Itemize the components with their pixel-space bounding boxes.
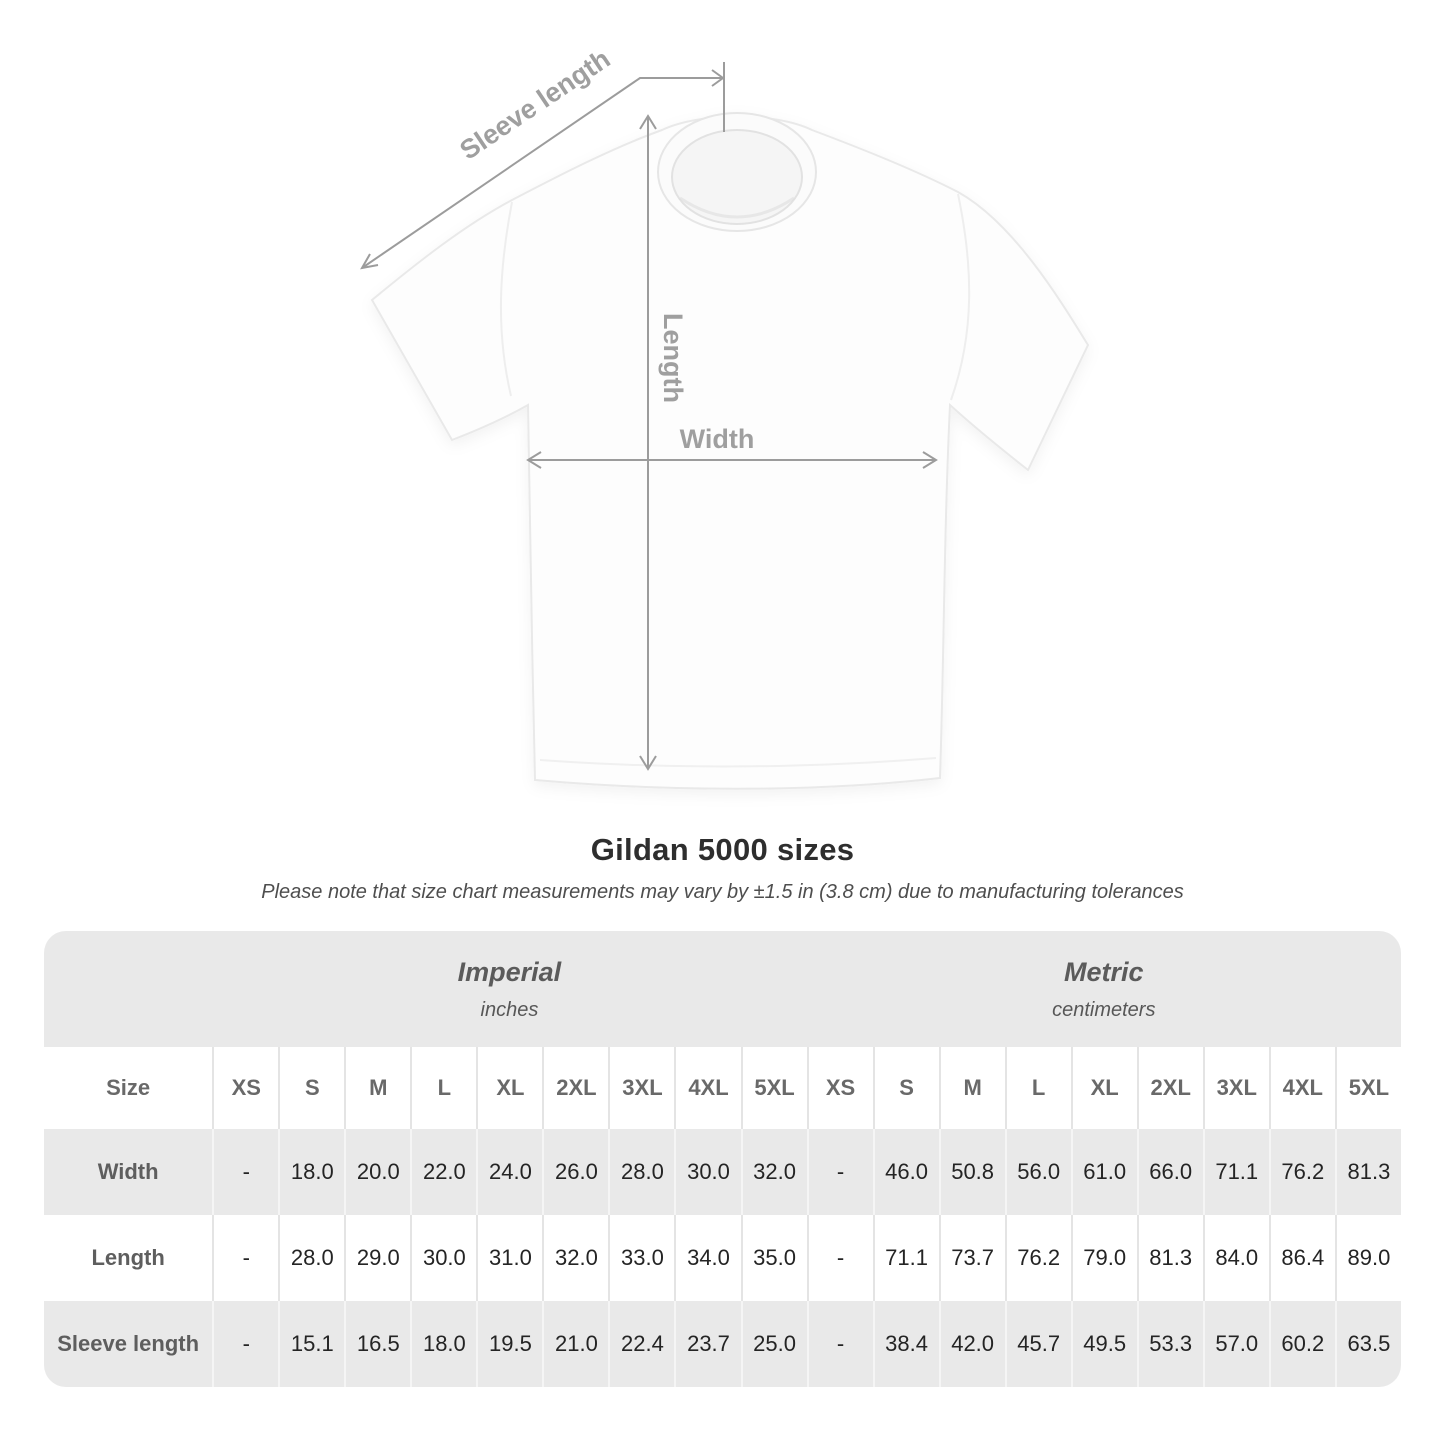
table-row-length	[44, 1215, 1401, 1301]
unit-group-header-row	[44, 931, 1401, 1047]
size-col-header: XL	[1071, 1047, 1137, 1129]
size-col-header: 4XL	[1269, 1047, 1335, 1129]
size-col-header: 3XL	[608, 1047, 674, 1129]
size-value-cell: 21.0	[542, 1301, 608, 1387]
row-label: Sleeve length	[44, 1301, 212, 1387]
size-value-cell: -	[807, 1215, 873, 1301]
size-col-header: 2XL	[1137, 1047, 1203, 1129]
size-value-cell: 71.1	[1203, 1129, 1269, 1215]
size-value-cell: 29.0	[344, 1215, 410, 1301]
size-value-cell: 81.3	[1137, 1215, 1203, 1301]
metric-group-header	[807, 931, 1401, 1047]
width-label: Width	[679, 424, 755, 454]
size-value-cell: 61.0	[1071, 1129, 1137, 1215]
size-col-header: 3XL	[1203, 1047, 1269, 1129]
size-value-cell: 25.0	[741, 1301, 807, 1387]
size-value-cell: 20.0	[344, 1129, 410, 1215]
size-value-cell: -	[807, 1129, 873, 1215]
size-value-cell: 73.7	[939, 1215, 1005, 1301]
size-value-cell: 84.0	[1203, 1215, 1269, 1301]
size-col-header: M	[939, 1047, 1005, 1129]
size-value-cell: 45.7	[1005, 1301, 1071, 1387]
size-value-cell: 24.0	[476, 1129, 542, 1215]
collar-opening	[672, 130, 802, 224]
size-value-cell: 71.1	[873, 1215, 939, 1301]
imperial-group-header	[212, 931, 806, 1047]
size-value-cell: 35.0	[741, 1215, 807, 1301]
size-value-cell: 86.4	[1269, 1215, 1335, 1301]
size-value-cell: 56.0	[1005, 1129, 1071, 1215]
size-value-cell: 23.7	[674, 1301, 740, 1387]
size-value-cell: 42.0	[939, 1301, 1005, 1387]
size-value-cell: 30.0	[674, 1129, 740, 1215]
row-label: Width	[44, 1129, 212, 1215]
size-value-cell: 26.0	[542, 1129, 608, 1215]
size-value-cell: 22.0	[410, 1129, 476, 1215]
size-chart-table	[44, 931, 1401, 1387]
metric-unit: centimeters	[1052, 998, 1156, 1021]
size-value-cell: 31.0	[476, 1215, 542, 1301]
size-value-cell: 18.0	[278, 1129, 344, 1215]
length-label: Length	[658, 313, 688, 403]
size-col-header: XL	[476, 1047, 542, 1129]
sleeve-length-label: Sleeve length	[454, 43, 616, 166]
size-value-cell: 63.5	[1335, 1301, 1401, 1387]
imperial-unit: inches	[480, 998, 539, 1021]
size-col-header: L	[410, 1047, 476, 1129]
size-value-cell: 38.4	[873, 1301, 939, 1387]
page-title: Gildan 5000 sizes	[590, 832, 855, 867]
size-value-cell: 57.0	[1203, 1301, 1269, 1387]
size-value-cell: 89.0	[1335, 1215, 1401, 1301]
size-col-header: M	[344, 1047, 410, 1129]
row-label: Length	[44, 1215, 212, 1301]
size-col-header: L	[1005, 1047, 1071, 1129]
size-value-cell: 28.0	[608, 1129, 674, 1215]
size-value-cell: 76.2	[1005, 1215, 1071, 1301]
size-value-cell: 46.0	[873, 1129, 939, 1215]
size-value-cell: 22.4	[608, 1301, 674, 1387]
size-col-header: XS	[807, 1047, 873, 1129]
size-value-cell: 15.1	[278, 1301, 344, 1387]
size-value-cell: 76.2	[1269, 1129, 1335, 1215]
size-value-cell: 66.0	[1137, 1129, 1203, 1215]
size-corner-header: Size	[44, 1047, 212, 1129]
size-value-cell: 50.8	[939, 1129, 1005, 1215]
size-value-cell: 18.0	[410, 1301, 476, 1387]
size-col-header: 4XL	[674, 1047, 740, 1129]
size-col-header: S	[278, 1047, 344, 1129]
imperial-label: Imperial	[457, 956, 562, 987]
table-row-width	[44, 1129, 1401, 1215]
table-row-sleeve-length	[44, 1301, 1401, 1387]
size-value-cell: -	[212, 1129, 278, 1215]
size-col-header: 2XL	[542, 1047, 608, 1129]
size-value-cell: 32.0	[741, 1129, 807, 1215]
size-value-cell: 28.0	[278, 1215, 344, 1301]
size-value-cell: 32.0	[542, 1215, 608, 1301]
size-col-header: S	[873, 1047, 939, 1129]
size-value-cell: 30.0	[410, 1215, 476, 1301]
size-value-cell: 60.2	[1269, 1301, 1335, 1387]
size-value-cell: 79.0	[1071, 1215, 1137, 1301]
size-value-cell: 49.5	[1071, 1301, 1137, 1387]
size-value-cell: 19.5	[476, 1301, 542, 1387]
size-value-cell: -	[807, 1301, 873, 1387]
size-col-header: 5XL	[741, 1047, 807, 1129]
size-value-cell: 53.3	[1137, 1301, 1203, 1387]
size-value-cell: 16.5	[344, 1301, 410, 1387]
size-value-cell: 34.0	[674, 1215, 740, 1301]
size-value-cell: -	[212, 1215, 278, 1301]
size-col-header: XS	[212, 1047, 278, 1129]
band-corner	[44, 931, 212, 1047]
metric-label: Metric	[1064, 956, 1144, 987]
size-value-cell: -	[212, 1301, 278, 1387]
size-value-cell: 81.3	[1335, 1129, 1401, 1215]
tolerance-note: Please note that size chart measurements may vary by ±1.5 in (3.8 cm) due to manufacturing tolerances	[261, 881, 1184, 903]
size-header-row	[44, 1047, 1401, 1129]
size-value-cell: 33.0	[608, 1215, 674, 1301]
size-col-header: 5XL	[1335, 1047, 1401, 1129]
